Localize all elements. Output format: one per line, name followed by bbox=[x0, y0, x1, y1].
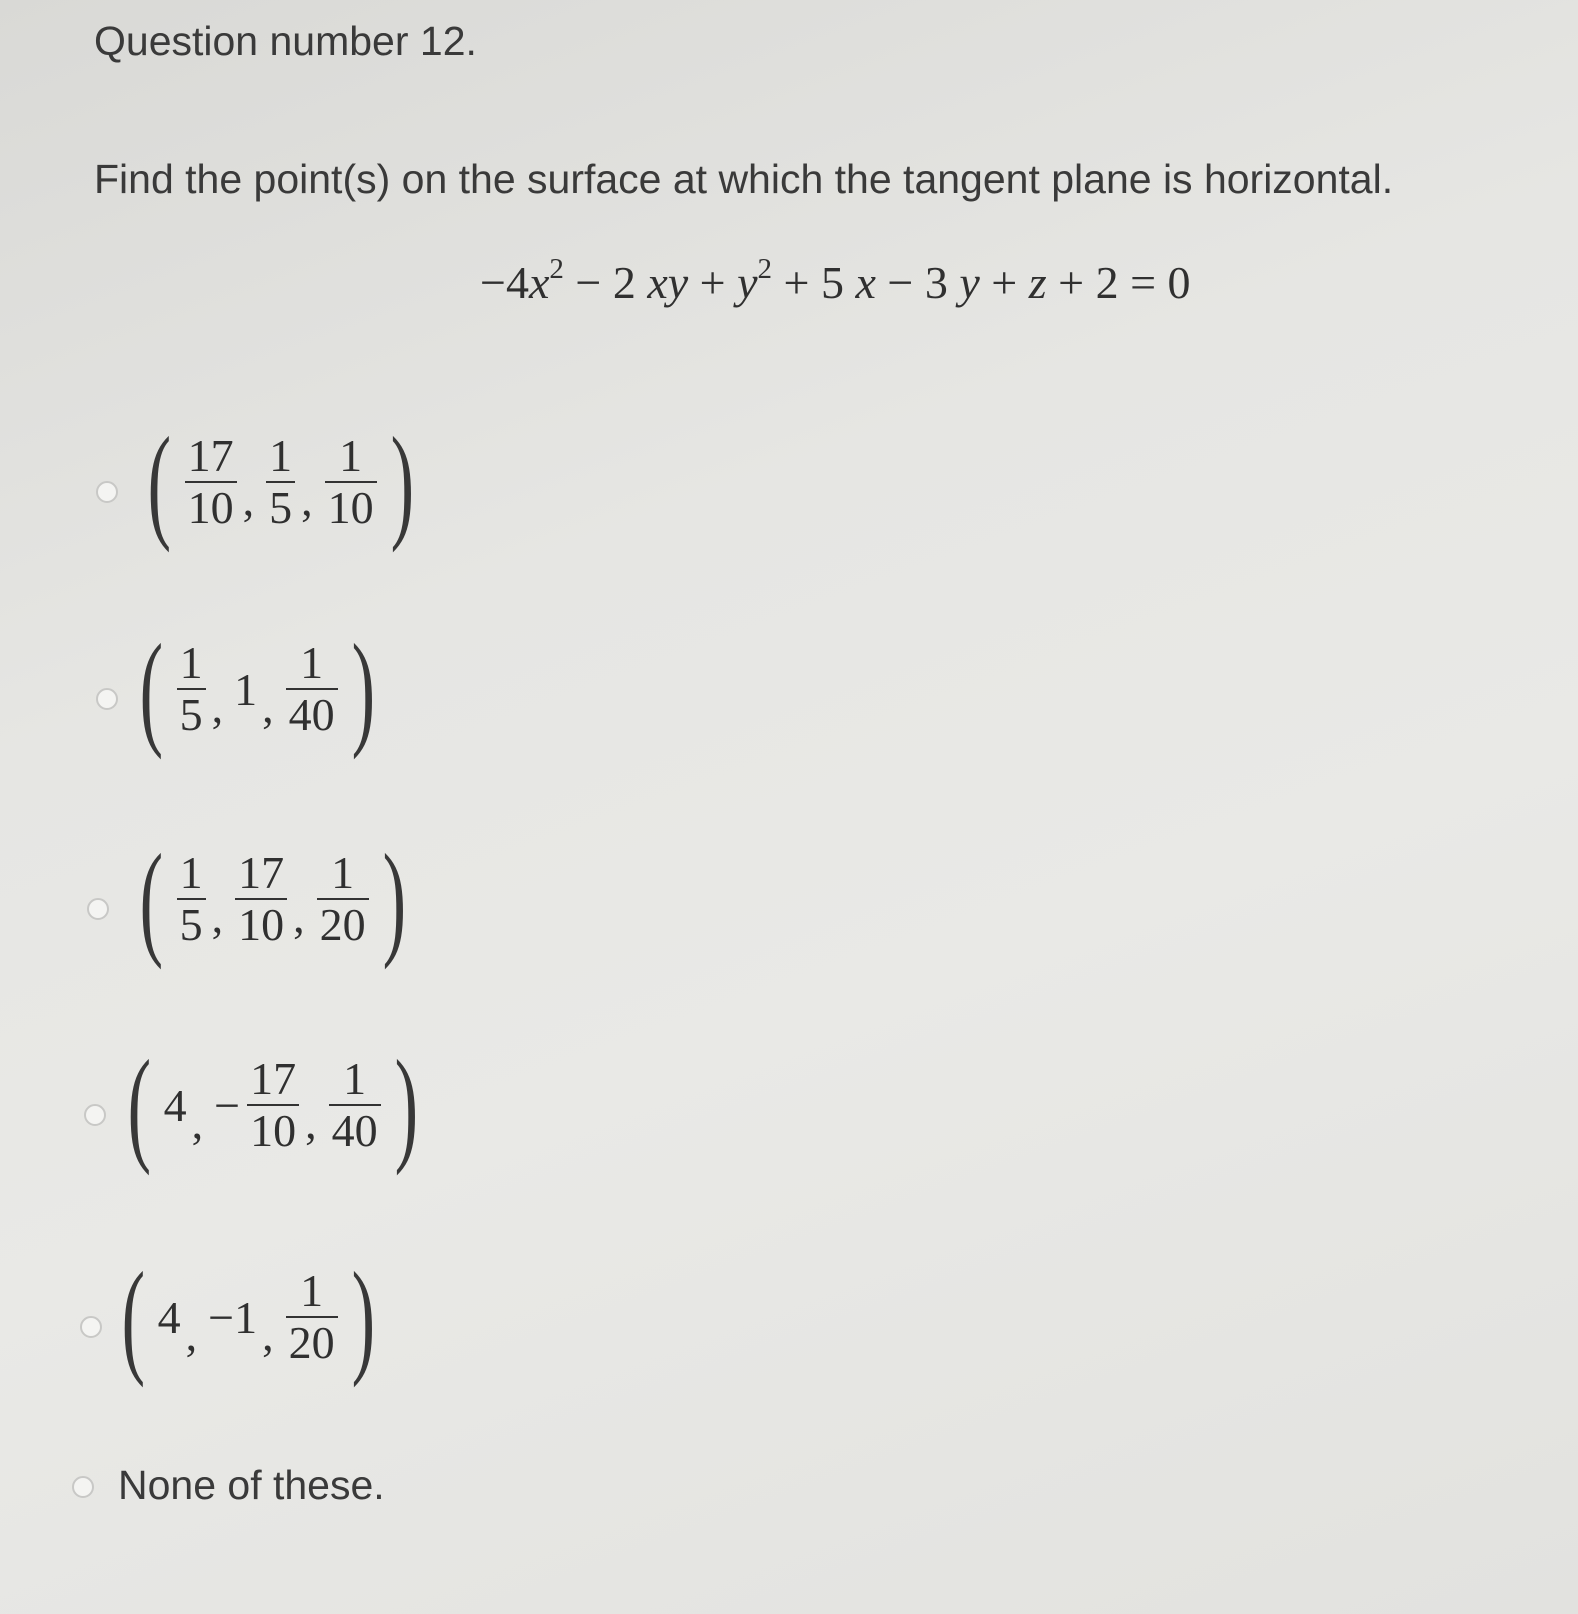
eq-var: x bbox=[528, 257, 550, 308]
close-paren: ) bbox=[351, 1246, 375, 1388]
denominator: 10 bbox=[250, 1105, 297, 1156]
comma: , bbox=[301, 473, 313, 525]
numerator: 1 bbox=[343, 1053, 367, 1105]
eq-var: y bbox=[959, 257, 980, 308]
close-paren: ) bbox=[351, 618, 375, 760]
radio-button[interactable] bbox=[72, 1476, 94, 1498]
denominator: 5 bbox=[269, 482, 293, 533]
fraction bbox=[247, 1054, 299, 1155]
denominator: 10 bbox=[238, 899, 285, 950]
denominator: 10 bbox=[187, 482, 234, 533]
fraction bbox=[325, 431, 377, 532]
numerator: 1 bbox=[179, 637, 203, 689]
denominator: 20 bbox=[319, 899, 366, 950]
open-paren: ( bbox=[127, 1034, 152, 1176]
denominator: 40 bbox=[331, 1105, 378, 1156]
open-paren: ( bbox=[121, 1246, 146, 1388]
option-2-tuple bbox=[130, 618, 384, 760]
eq-term: −4 bbox=[480, 257, 529, 308]
answer-option-5[interactable] bbox=[0, 1246, 1578, 1403]
open-paren: ( bbox=[139, 618, 164, 760]
denominator: 10 bbox=[327, 482, 374, 533]
question-number: Question number 12. bbox=[94, 18, 477, 64]
eq-term: + bbox=[979, 257, 1029, 308]
numerator: 1 bbox=[300, 1265, 324, 1317]
value: 4 bbox=[157, 1291, 181, 1343]
comma: , bbox=[305, 1096, 317, 1148]
option-1-tuple bbox=[138, 411, 423, 553]
close-paren: ) bbox=[394, 1034, 418, 1176]
radio-button[interactable] bbox=[96, 481, 118, 503]
option-4-tuple bbox=[118, 1034, 427, 1176]
answer-option-4[interactable] bbox=[0, 1034, 1578, 1191]
fraction bbox=[185, 431, 237, 532]
fraction bbox=[177, 638, 206, 739]
fraction bbox=[329, 1054, 381, 1155]
none-of-these-label: None of these. bbox=[118, 1462, 385, 1508]
eq-var: y bbox=[737, 257, 758, 308]
option-3-tuple bbox=[130, 828, 415, 970]
comma: , bbox=[262, 1308, 274, 1360]
comma: , bbox=[211, 890, 224, 942]
fraction bbox=[266, 431, 295, 532]
numerator: 1 bbox=[269, 430, 293, 482]
radio-button[interactable] bbox=[96, 688, 118, 710]
fraction bbox=[286, 1266, 338, 1367]
comma: , bbox=[191, 1096, 204, 1148]
radio-button[interactable] bbox=[87, 898, 109, 920]
surface-equation bbox=[480, 252, 1191, 309]
eq-var: x bbox=[855, 257, 876, 308]
numerator: 1 bbox=[300, 637, 324, 689]
denominator: 5 bbox=[179, 689, 203, 740]
numerator: 17 bbox=[238, 847, 285, 899]
open-paren: ( bbox=[139, 828, 164, 970]
option-5-tuple bbox=[112, 1246, 384, 1388]
comma: , bbox=[185, 1308, 198, 1360]
eq-term: − 2 bbox=[563, 257, 636, 308]
comma: , bbox=[262, 680, 274, 732]
numerator: 1 bbox=[331, 847, 355, 899]
comma: , bbox=[242, 473, 255, 525]
comma: , bbox=[211, 680, 224, 732]
open-paren: ( bbox=[147, 411, 172, 553]
eq-term: + 5 bbox=[772, 257, 844, 308]
eq-term: − 3 bbox=[875, 257, 948, 308]
answer-option-2[interactable] bbox=[0, 618, 1578, 775]
numerator: 17 bbox=[187, 430, 234, 482]
eq-exponent: 2 bbox=[549, 252, 564, 285]
eq-exponent: 2 bbox=[757, 252, 773, 285]
eq-var: z bbox=[1028, 257, 1047, 308]
fraction bbox=[286, 638, 338, 739]
denominator: 40 bbox=[288, 689, 335, 740]
denominator: 20 bbox=[288, 1317, 335, 1368]
numerator: 1 bbox=[179, 847, 203, 899]
eq-term: + 2 = 0 bbox=[1046, 257, 1191, 308]
value: 1 bbox=[234, 663, 258, 715]
eq-var: xy bbox=[647, 257, 689, 308]
value: −1 bbox=[208, 1291, 258, 1343]
close-paren: ) bbox=[382, 828, 406, 970]
fraction bbox=[317, 848, 369, 949]
question-prompt: Find the point(s) on the surface at which the tangent plane is horizontal. bbox=[94, 156, 1394, 202]
fraction bbox=[177, 848, 206, 949]
denominator: 5 bbox=[179, 899, 203, 950]
radio-button[interactable] bbox=[84, 1104, 106, 1126]
value: 4 bbox=[163, 1079, 187, 1131]
numerator: 1 bbox=[339, 430, 363, 482]
answer-option-6[interactable] bbox=[0, 1462, 420, 1522]
numerator: 17 bbox=[250, 1053, 297, 1105]
eq-term: + bbox=[688, 257, 738, 308]
close-paren: ) bbox=[390, 411, 414, 553]
minus-sign: − bbox=[214, 1079, 241, 1131]
comma: , bbox=[293, 890, 305, 942]
radio-button[interactable] bbox=[80, 1316, 102, 1338]
answer-option-1[interactable] bbox=[0, 411, 1578, 568]
fraction bbox=[235, 848, 287, 949]
answer-option-3[interactable] bbox=[0, 828, 1578, 985]
